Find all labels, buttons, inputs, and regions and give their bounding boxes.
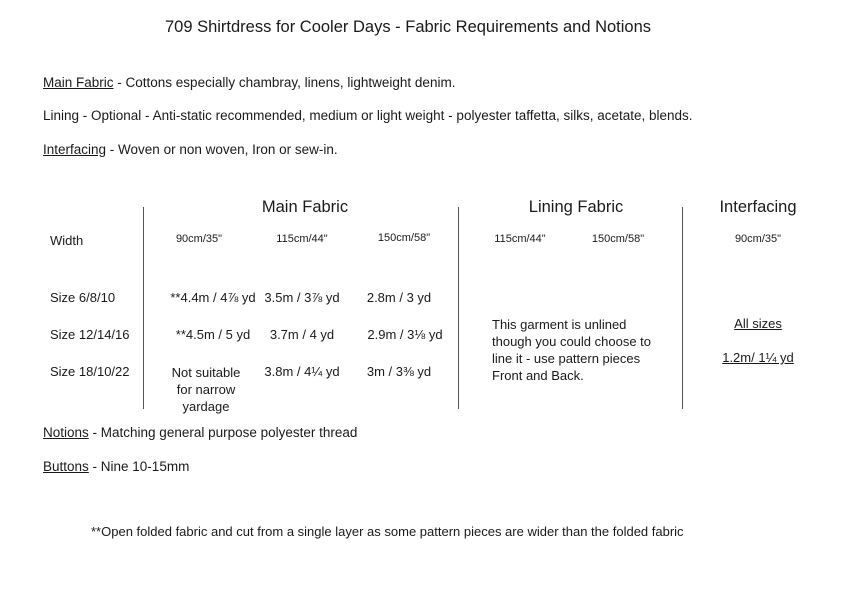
main-fabric-label: Main Fabric (43, 75, 114, 90)
divider-1 (143, 207, 144, 409)
buttons-text: - Nine 10-15mm (88, 459, 190, 474)
header-lining-fabric: Lining Fabric (528, 198, 624, 216)
footnote: **Open folded fabric and cut from a single layer as some pattern pieces are wider than the folded fabric (91, 524, 684, 539)
header-interfacing: Interfacing (719, 198, 797, 216)
divider-2 (458, 207, 459, 409)
buttons-line (43, 459, 189, 474)
title-main: 709 Shirtdress for Cooler Days (164, 18, 391, 36)
notions-text: - Matching general purpose polyester thread (88, 425, 358, 440)
notions-label: Notions (43, 425, 89, 440)
width-label: Width (50, 233, 84, 248)
main-fabric-text: - Cottons especially chambray, linens, lightweight denim. (113, 75, 456, 90)
lining-text: - Optional - Anti-static recommended, medium or light weight - polyester taffetta, silks, acetate, blends. (79, 108, 693, 123)
cell-3-1: Not suitable for narrow yardage (171, 365, 241, 414)
interfacing-all-sizes: All sizes (734, 316, 782, 331)
cell-3-2: 3.8m / 4¼ yd (264, 364, 340, 379)
width-main-3: 150cm/58" (377, 232, 431, 244)
page-title (0, 18, 816, 37)
width-lining-2: 150cm/58" (591, 233, 645, 245)
width-main-1: 90cm/35" (175, 233, 223, 245)
width-lining-1: 115cm/44" (494, 233, 546, 245)
interfacing-line (43, 142, 338, 157)
lining-label: Lining (43, 108, 80, 123)
header-main-fabric: Main Fabric (261, 198, 349, 216)
row-label-2: Size 12/14/16 (50, 327, 130, 342)
cell-2-1: **4.5m / 5 yd (175, 327, 251, 342)
cell-3-3: 3m / 3⅜ yd (366, 364, 432, 379)
width-interfacing-1: 90cm/35" (734, 233, 782, 245)
main-fabric-line (43, 75, 455, 90)
cell-2-2: 3.7m / 4 yd (269, 327, 335, 342)
buttons-label: Buttons (43, 459, 89, 474)
title-sub: - Fabric Requirements and Notions (390, 18, 652, 36)
lining-line (43, 108, 693, 123)
width-main-2: 115cm/44" (276, 233, 328, 245)
cell-1-3: 2.8m / 3 yd (366, 290, 432, 305)
row-label-1: Size 6/8/10 (50, 290, 116, 305)
cell-1-1: **4.4m / 4⅞ yd (170, 290, 256, 305)
interfacing-label: Interfacing (43, 142, 107, 157)
interfacing-amount: 1.2m/ 1¼ yd (722, 350, 794, 365)
cell-1-2: 3.5m / 3⅞ yd (264, 290, 340, 305)
lining-note: This garment is unlined though you could choose to line it - use pattern pieces Front and Back. (492, 317, 652, 383)
divider-3 (682, 207, 683, 409)
interfacing-text: - Woven or non woven, Iron or sew-in. (106, 142, 338, 157)
notions-line (43, 425, 357, 440)
cell-2-3: 2.9m / 3⅛ yd (367, 327, 443, 342)
row-label-3: Size 18/10/22 (50, 364, 130, 379)
